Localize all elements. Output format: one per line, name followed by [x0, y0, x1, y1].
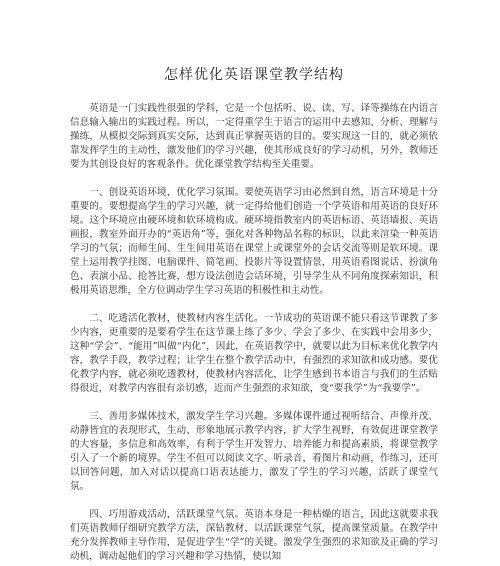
page-title: 怎样优化英语课堂教学结构: [164, 67, 344, 83]
paragraph-section-4: 四、巧用游戏活动，活跃课堂气氛。英语本身是一种枯燥的语言，因此这就要求我们英语教师仔细研究教学方法，深钻教材，以活跃课堂气氛，提高课堂质量。在教学中充分发挥教师主导作用，是促进学生“学”的关键。激发学生强烈的求知欲及正确的学习动机，调动起他们的学习兴趣和学习热情，使以知: [70, 509, 438, 562]
paragraph-section-2: 二、吃透活化教材，使教材内容生活化。一节成功的英语课不能只看这节课教了多少内容，更重要的是要看学生在这节课上练了多少、学会了多少、在实践中会用多少，这种“学会”、“能用”叫做“内化”，因此，在英语教学中，就要以此为目标来优化教学内容，教学手段，教学过程；让学生在整个教学活动中，有强烈的求知欲和成功感。要优化教学内容，就必须吃透教材，使教材内容活化，让学生感到书本语言与我们的生活贴得很近，对教学内容很有亲切感，近而产生强烈的求知欲，变“要我学”为“我要学”。: [70, 313, 438, 394]
paragraph-section-3: 三、善用多媒体技术，激发学生学习兴趣。多媒体课件通过视听结合、声像并茂、动静皆宜的表现形式，生动、形象地展示教学内容，扩大学生视野，有效促进课堂教学的大容量，多信息和高效率，有利于学生开发智力、培养能力和提高素质，将课堂教学引入了一个新的境界。学生不但可以阅读文字、听录音，看图片和动画，作练习，还可以回答问题，加入对话以提高口语表达能力，激发了学生的学习兴趣，活跃了课堂气氛。: [70, 411, 438, 492]
paragraph-section-1: 一、创设英语环境，优化学习氛围。要使英语学习由必然到自然，语言环境是十分重要的。要想提高学生的学习兴趣，就一定得给他们创造一个学英语和用英语的良好环境。这个环境应由硬环境和软环境构成。硬环境指教室内的英语标语、英语墙报、英语画报，教室外面开办的“英语角”等，强化对各种物品名称的标识，以此来渲染一种英语学习的气氛；而师生间、生生间用英语在课堂上或课堂外的会话交流等则是软环境。课堂上运用教学挂图、电脑课件、简笔画、投影片等设置情景，用英语看图说话、扮演角色、表演小品、抢答比赛，想方设法创造会话环境，引导学生从不同角度探索知识，积极用英语思维，全方位调动学生学习英语的积极性和主动性。: [70, 187, 438, 296]
paragraph-intro: 英语是一门实践性很强的学科，它是一个包括听、说、读、写、译等操练在内语言信息输入输出的实践过程。所以，一定得重学生于语言的运用中去感知、分析、理解与操练，从模拟交际到真实交际，达到真正掌握英语的目的。要实现这一目的，就必须依靠发挥学生的主动性，激发他们的学习兴趣，使其形成良好的学习动机，另外，教师还要为其创设良好的客观条件。优化课堂教学结构至关重要。: [70, 103, 438, 170]
